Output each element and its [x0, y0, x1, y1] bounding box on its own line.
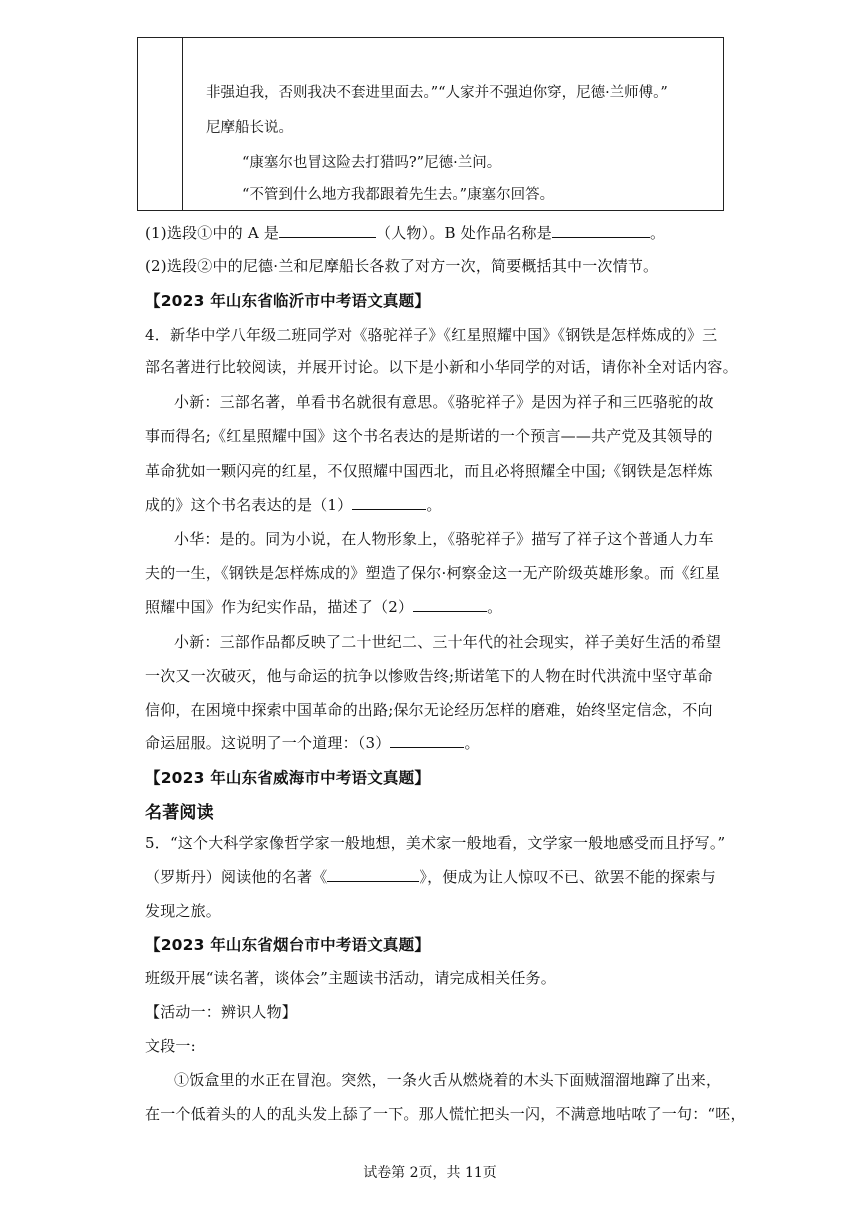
box-column-divider: [182, 38, 183, 210]
answer-blank-book[interactable]: [327, 867, 419, 882]
section-heading-weihai: 【2023 年山东省威海市中考语文真题】: [145, 769, 431, 787]
q4-line-6-text: 成的》这个书名表达的是（1）: [145, 496, 353, 514]
q4-line-5: 革命犹如一颗闪亮的红星，不仅照耀中国西北，而且必将照耀全中国;《钢铁是怎样炼: [145, 462, 713, 480]
yantai-intro: 班级开展“读名著，谈体会”主题读书活动，请完成相关任务。: [145, 969, 556, 987]
q5-line-2-text-b: 》，便成为让人惊叹不已、欲罢不能的探索与: [419, 868, 716, 886]
q4-line-13: [145, 732, 480, 753]
q3-sub1-text-a: (1)选段①中的 A 是: [145, 224, 280, 242]
q5-line-2: [145, 866, 716, 887]
q4-line-1: 4．新华中学八年级二班同学对《骆驼祥子》《红星照耀中国》《钢铁是怎样炼成的》三: [145, 326, 718, 344]
activity-1-label: 【活动一：辨识人物】: [145, 1003, 298, 1021]
q4-line-11: 一次又一次破灭，他与命运的抗争以惨败告终;斯诺笔下的人物在时代洪流中坚守革命: [145, 667, 713, 685]
q4-line-13-text: 命运屈服。这说明了一个道理：（3）: [145, 734, 391, 752]
q4-line-4: 事而得名;《红星照耀中国》这个书名表达的是斯诺的一个预言——共产党及其领导的: [145, 427, 713, 445]
q4-line-7: 小华：是的。同为小说，在人物形象上，《骆驼祥子》描写了祥子这个普通人力车: [174, 530, 714, 548]
q3-sub2: (2)选段②中的尼德·兰和尼摩船长各救了对方一次，简要概括其中一次情节。: [145, 257, 659, 275]
q4-line-9: [145, 596, 502, 617]
box-line-4: “不管到什么地方我都跟着先生去。”康塞尔回答。: [242, 187, 555, 203]
box-line-1: 非强迫我，否则我决不套进里面去。”“人家并不强迫你穿，尼德·兰师傅。”: [206, 85, 668, 101]
answer-blank-3[interactable]: [390, 733, 464, 748]
q4-line-10: 小新：三部作品都反映了二十世纪二、三十年代的社会现实，祥子美好生活的希望: [174, 633, 722, 651]
box-line-3: “康塞尔也冒这险去打猎吗?”尼德·兰问。: [242, 155, 502, 171]
q3-sub1-text-b: （人物）。B 处作品名称是: [376, 224, 552, 242]
section-heading-yantai: 【2023 年山东省烟台市中考语文真题】: [145, 936, 431, 954]
q4-line-6-end: 。: [426, 496, 442, 514]
q4-line-9-text: 照耀中国》作为纪实作品，描述了（2）: [145, 598, 414, 616]
page-footer: 试卷第 2页，共 11页: [363, 1165, 497, 1181]
quoted-passage-box: [137, 37, 724, 211]
q4-line-6: [145, 494, 442, 515]
q4-line-13-end: 。: [464, 734, 480, 752]
q4-line-8: 夫的一生，《钢铁是怎样炼成的》塑造了保尔·柯察金这一无产阶级英雄形象。而《红星: [145, 564, 721, 582]
answer-blank-2[interactable]: [413, 597, 487, 612]
q3-sub1: [145, 222, 665, 243]
answer-blank-a[interactable]: [279, 223, 376, 238]
q3-sub1-text-c: 。: [649, 224, 666, 242]
q5-line-3: 发现之旅。: [145, 902, 222, 920]
passage-line-2: 在一个低着头的人的乱头发上舔了一下。那人慌忙把头一闪，不满意地咕哝了一句：“呸，: [145, 1105, 746, 1123]
answer-blank-1[interactable]: [352, 495, 426, 510]
box-line-2: 尼摩船长说。: [206, 120, 293, 136]
q4-line-2: 部名著进行比较阅读，并展开讨论。以下是小新和小华同学的对话，请你补全对话内容。: [145, 358, 738, 376]
q4-line-12: 信仰，在困境中探索中国革命的出路;保尔无论经历怎样的磨难，始终坚定信念，不向: [145, 701, 713, 719]
passage-line-1: ①饭盒里的水正在冒泡。突然，一条火舌从燃烧着的木头下面贼溜溜地蹿了出来，: [174, 1071, 722, 1089]
q5-line-2-text-a: （罗斯丹）阅读他的名著《: [145, 868, 328, 886]
section-heading-linyi: 【2023 年山东省临沂市中考语文真题】: [145, 292, 431, 310]
answer-blank-b[interactable]: [552, 223, 650, 238]
q4-line-3: 小新：三部名著，单看书名就很有意思。《骆驼祥子》是因为祥子和三匹骆驼的故: [174, 393, 714, 411]
q5-line-1: 5．“这个大科学家像哲学家一般地想，美术家一般地看，文学家一般地感受而且抒写。”: [145, 834, 726, 852]
passage-label: 文段一:: [145, 1037, 196, 1055]
q4-line-9-end: 。: [487, 598, 503, 616]
subheading-mingzhu: 名著阅读: [145, 803, 214, 823]
